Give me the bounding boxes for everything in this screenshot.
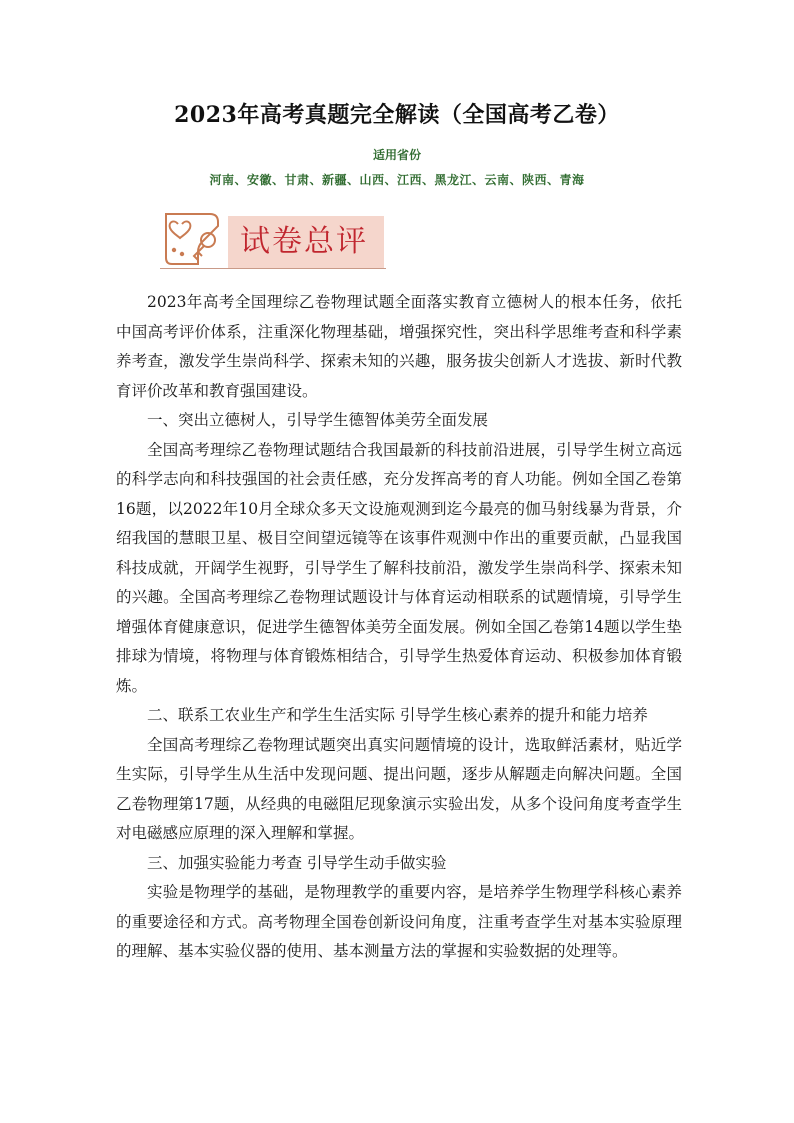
- applicable-provinces-heading: 适用省份: [372, 148, 421, 162]
- section-heading-3: 三、加强实验能力考查 引导学生动手做实验: [147, 853, 447, 872]
- paragraph-2: 全国高考理综乙卷物理试题突出真实问题情境的设计，选取鲜活素材，贴近学生实际，引导学生从生活中发现问题、提出问题，逐步从解题走向解决问题。全国乙卷物理第17题，从经典的电磁阻尼现象演示实验出发，从多个设问角度考查学生对电磁感应原理的深入理解和掌握。: [116, 735, 682, 842]
- section-heading-1: 一、突出立德树人，引导学生德智体美劳全面发展: [147, 411, 489, 429]
- body-text: [116, 288, 682, 967]
- heart-key-icon: [158, 208, 230, 270]
- paragraph-1: 全国高考理综乙卷物理试题结合我国最新的科技前沿进展，引导学生树立高远的科学志向和科技强国的社会责任感，充分发挥高考的育人功能。例如全国乙卷第16题，以2022年10月全球众多天文设施观测到迄今最亮的伽马射线暴为背景，介绍我国的慧眼卫星、极目空间望远镜等在该事件观测中作出的重要贡献，凸显我国科技成就，开阔学生视野，引导学生了解科技前沿，激发学生崇尚科学、探索未知的兴趣。全国高考理综乙卷物理试题设计与体育运动相联系的试题情境，引导学生增强体育健康意识，促进学生德智体美劳全面发展。例如全国乙卷第14题以学生垫排球为情境，将物理与体育锻炼相结合，引导学生热爱体育运动、积极参加体育锻炼。: [116, 440, 682, 695]
- section-label: 试卷总评: [240, 224, 368, 259]
- province-list: 河南、安徽、甘肃、新疆、山西、江西、黑龙江、云南、陕西、青海: [209, 173, 585, 187]
- section-banner: [158, 208, 386, 270]
- intro-paragraph: 2023年高考全国理综乙卷物理试题全面落实教育立德树人的根本任务，依托中国高考评价体系，注重深化物理基础，增强探究性，突出科学思维考查和科学素养考查，激发学生崇尚科学、探索未知的兴趣，服务拔尖创新人才选拔、新时代教育评价改革和教育强国建设。: [116, 293, 682, 400]
- section-label-box: [228, 216, 384, 268]
- page-title: 2023年高考真题完全解读（全国高考乙卷）: [174, 102, 620, 128]
- section-heading-2: 二、联系工农业生产和学生生活实际 引导学生核心素养的提升和能力培养: [147, 706, 648, 724]
- paragraph-3: 实验是物理学的基础，是物理教学的重要内容，是培养学生物理学科核心素养的重要途径和方式。高考物理全国卷创新设问角度，注重考查学生对基本实验原理的理解、基本实验仪器的使用、基本测量方法的掌握和实验数据的处理等。: [116, 883, 682, 960]
- section-divider: [160, 268, 386, 269]
